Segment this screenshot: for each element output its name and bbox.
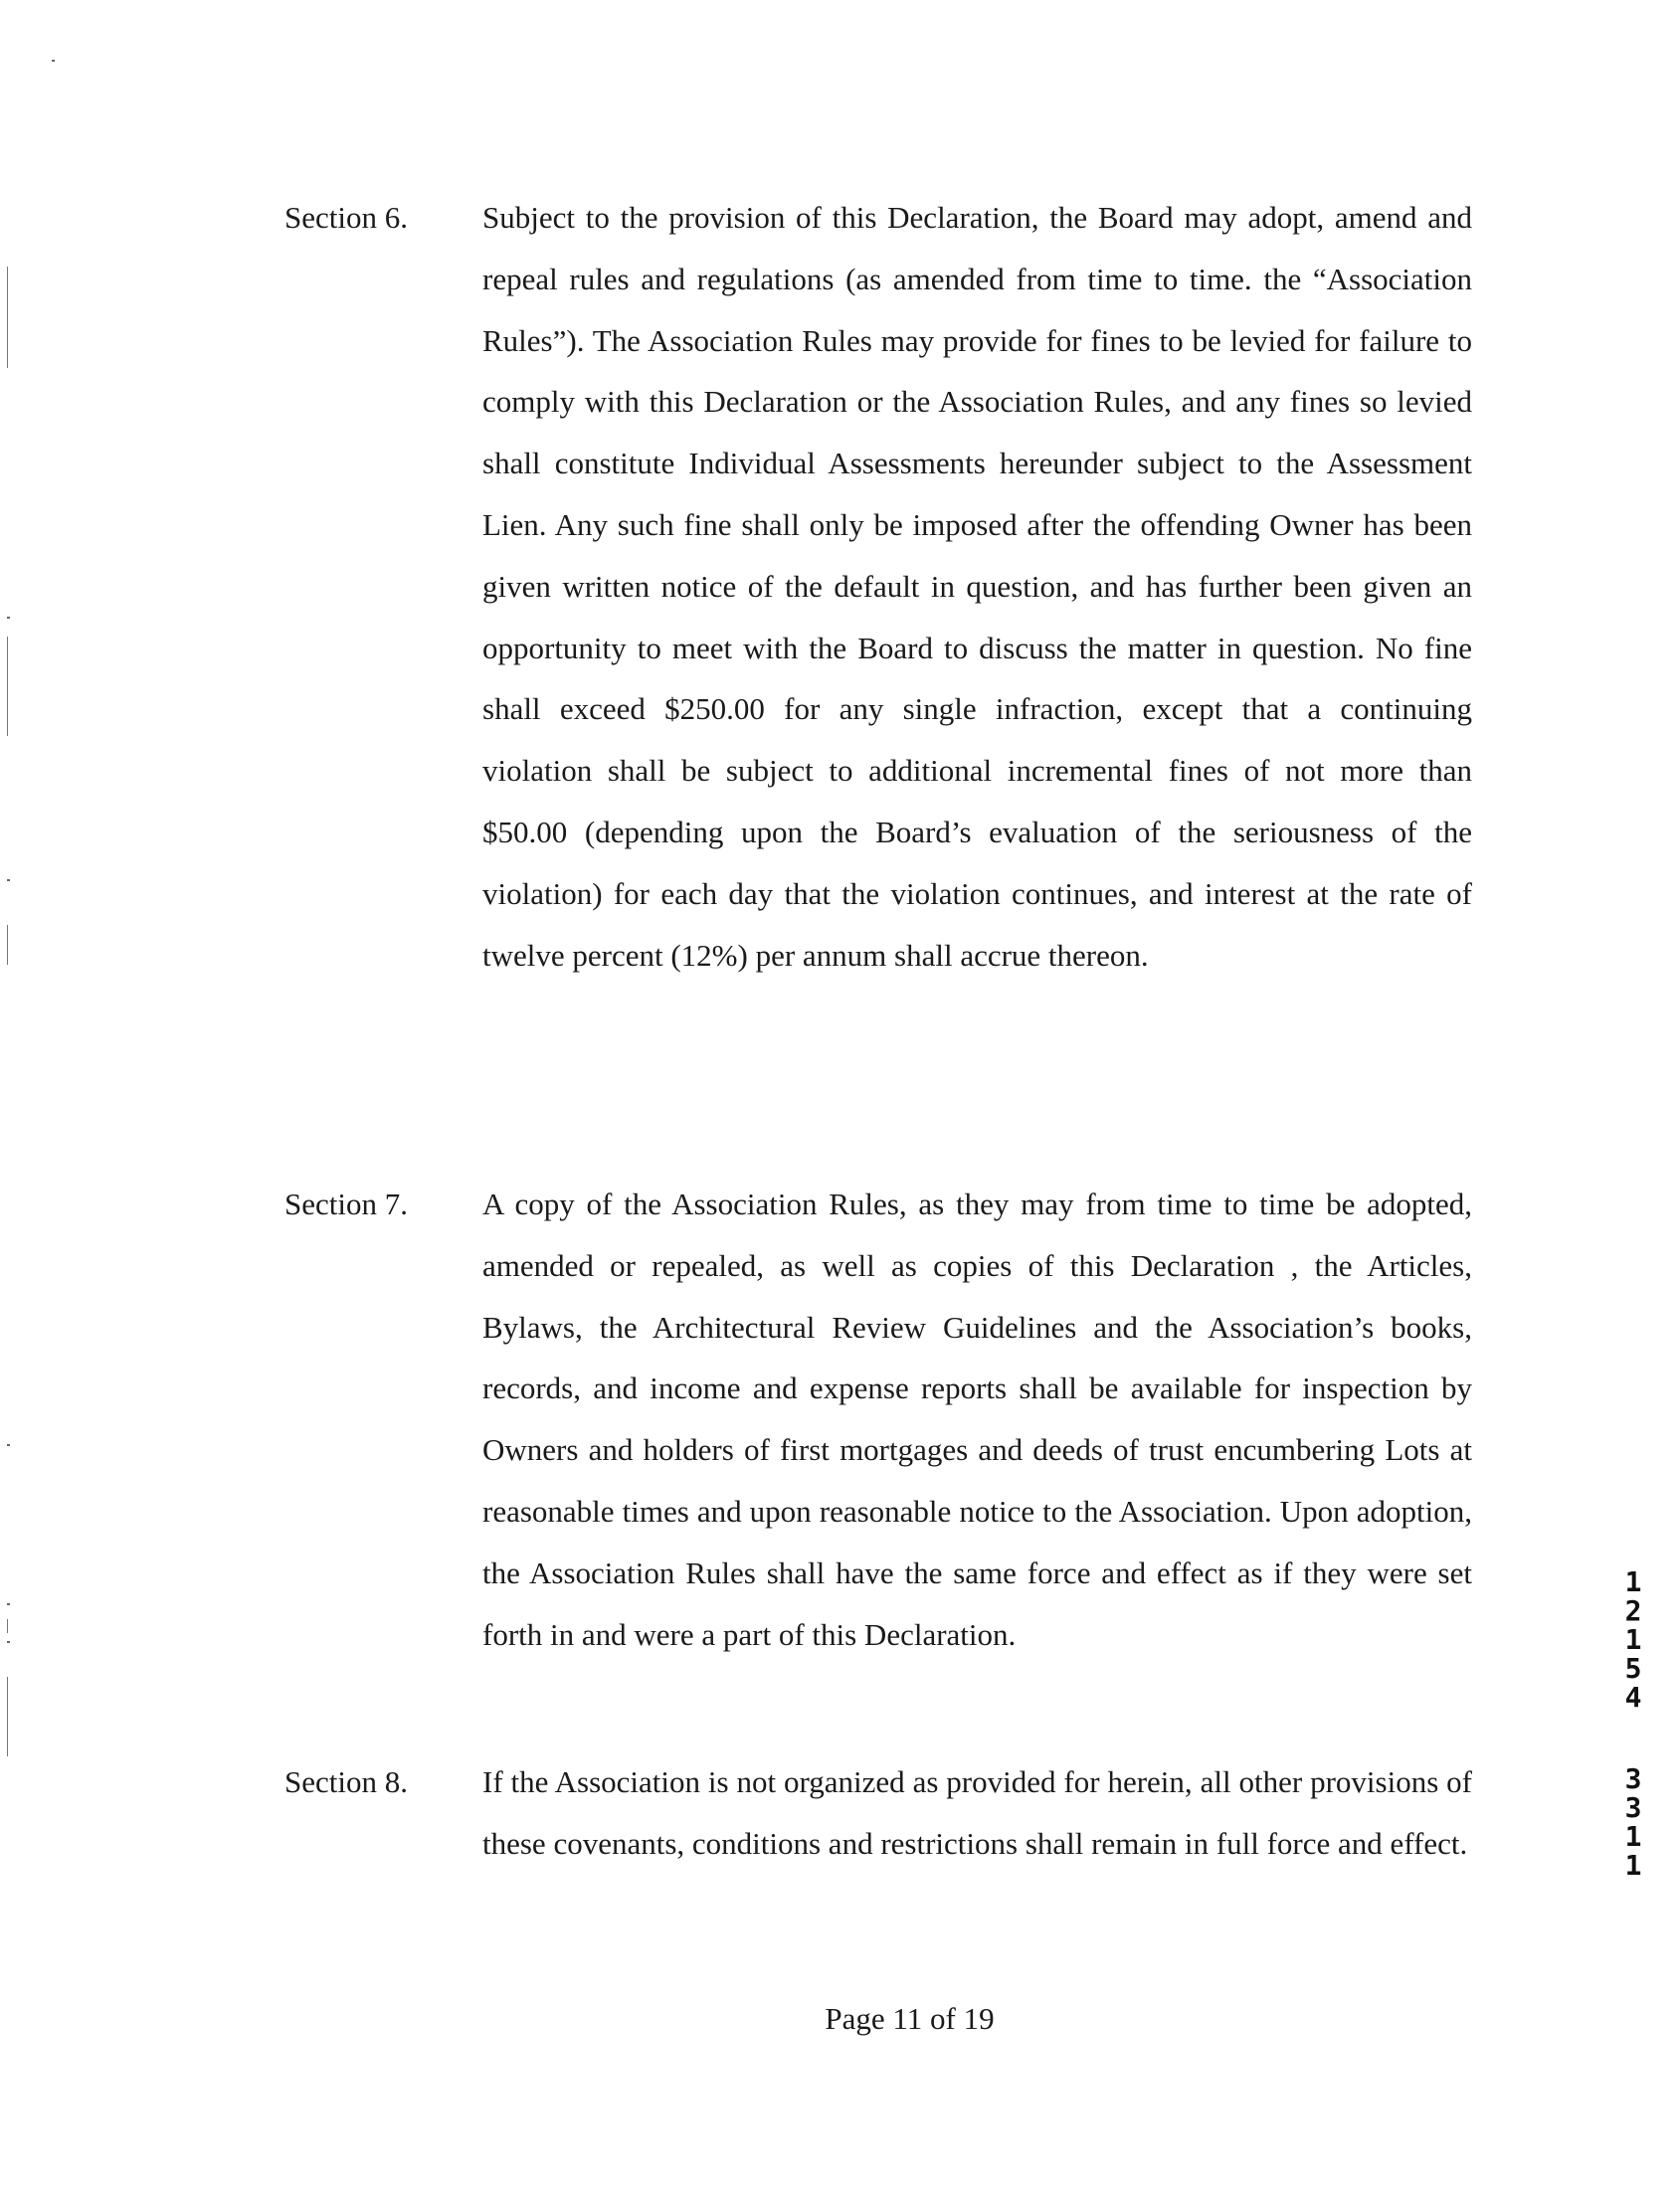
section-body: A copy of the Association Rules, as they may from time to time be adopted, amended or repealed, as well as copies of this Declaration , the Articles, Bylaws, the Architectural Review Guidelines and the Association’s books, records, and income and expense reports shall be available for inspection by Owners and holders of first mortgages and deeds of trust encumbering Lots at reasonable times and upon reasonable notice to the Association. Upon adoption, the Association Rules shall have the same force and effect as if they were set forth in and were a part of this Declaration. <box>482 1187 1472 1652</box>
recording-digit: 3 <box>1624 1791 1642 1824</box>
recording-digit: 1 <box>1624 1623 1642 1656</box>
recording-digit: 3 <box>1624 1762 1642 1795</box>
page-number: Page 11 of 19 <box>825 2001 995 2036</box>
recording-digit: 1 <box>1624 1849 1642 1882</box>
section-label: Section 7. <box>284 1187 408 1221</box>
scan-artifact <box>7 1641 10 1643</box>
scan-artifact <box>7 1603 10 1605</box>
section-body: Subject to the provision of this Declaration, the Board may adopt, amend and repeal rules and regulations (as amended from time to time. the “Association Rules”). The Association Rules may provide for fines to be levied for failure to comply with this Declaration or the Association Rules, and any fines so levied shall constitute Individual Assessments hereunder subject to the Assessment Lien. Any such fine shall only be imposed after the offending Owner has been given written notice of the default in question, and has further been given an opportunity to meet with the Board to discuss the matter in question. No fine shall exceed $250.00 for any single infraction, except that a continuing violation shall be subject to additional incremental fines of not more than $50.00 (depending upon the Board’s evaluation of the seriousness of the violation) for each day that the violation continues, and interest at the rate of twelve percent (12%) per annum shall accrue thereon. <box>482 200 1472 973</box>
scan-artifact <box>52 60 55 62</box>
scan-artifact <box>7 267 8 368</box>
recording-digit: 1 <box>1624 1820 1642 1853</box>
section-label: Section 6. <box>284 200 408 235</box>
section-body: If the Association is not organized as provided for herein, all other provisions of these covenants, conditions and restrictions shall remain in full force and effect. <box>482 1764 1472 1861</box>
recording-number-group-2 <box>1613 1764 1653 1880</box>
scan-artifact <box>7 925 8 965</box>
scan-artifact <box>7 617 10 619</box>
scan-artifact <box>7 1677 8 1756</box>
recording-digit: 4 <box>1624 1681 1642 1714</box>
recording-digit: 5 <box>1624 1652 1642 1685</box>
scan-artifact <box>7 1619 8 1633</box>
recording-digit: 1 <box>1624 1565 1642 1598</box>
recording-digit: 2 <box>1624 1594 1642 1627</box>
scan-artifact <box>7 1444 10 1446</box>
section-label: Section 8. <box>284 1764 408 1799</box>
scan-artifact <box>7 879 10 881</box>
recording-number-group-1 <box>1613 1567 1653 1712</box>
scan-artifact <box>7 637 8 736</box>
